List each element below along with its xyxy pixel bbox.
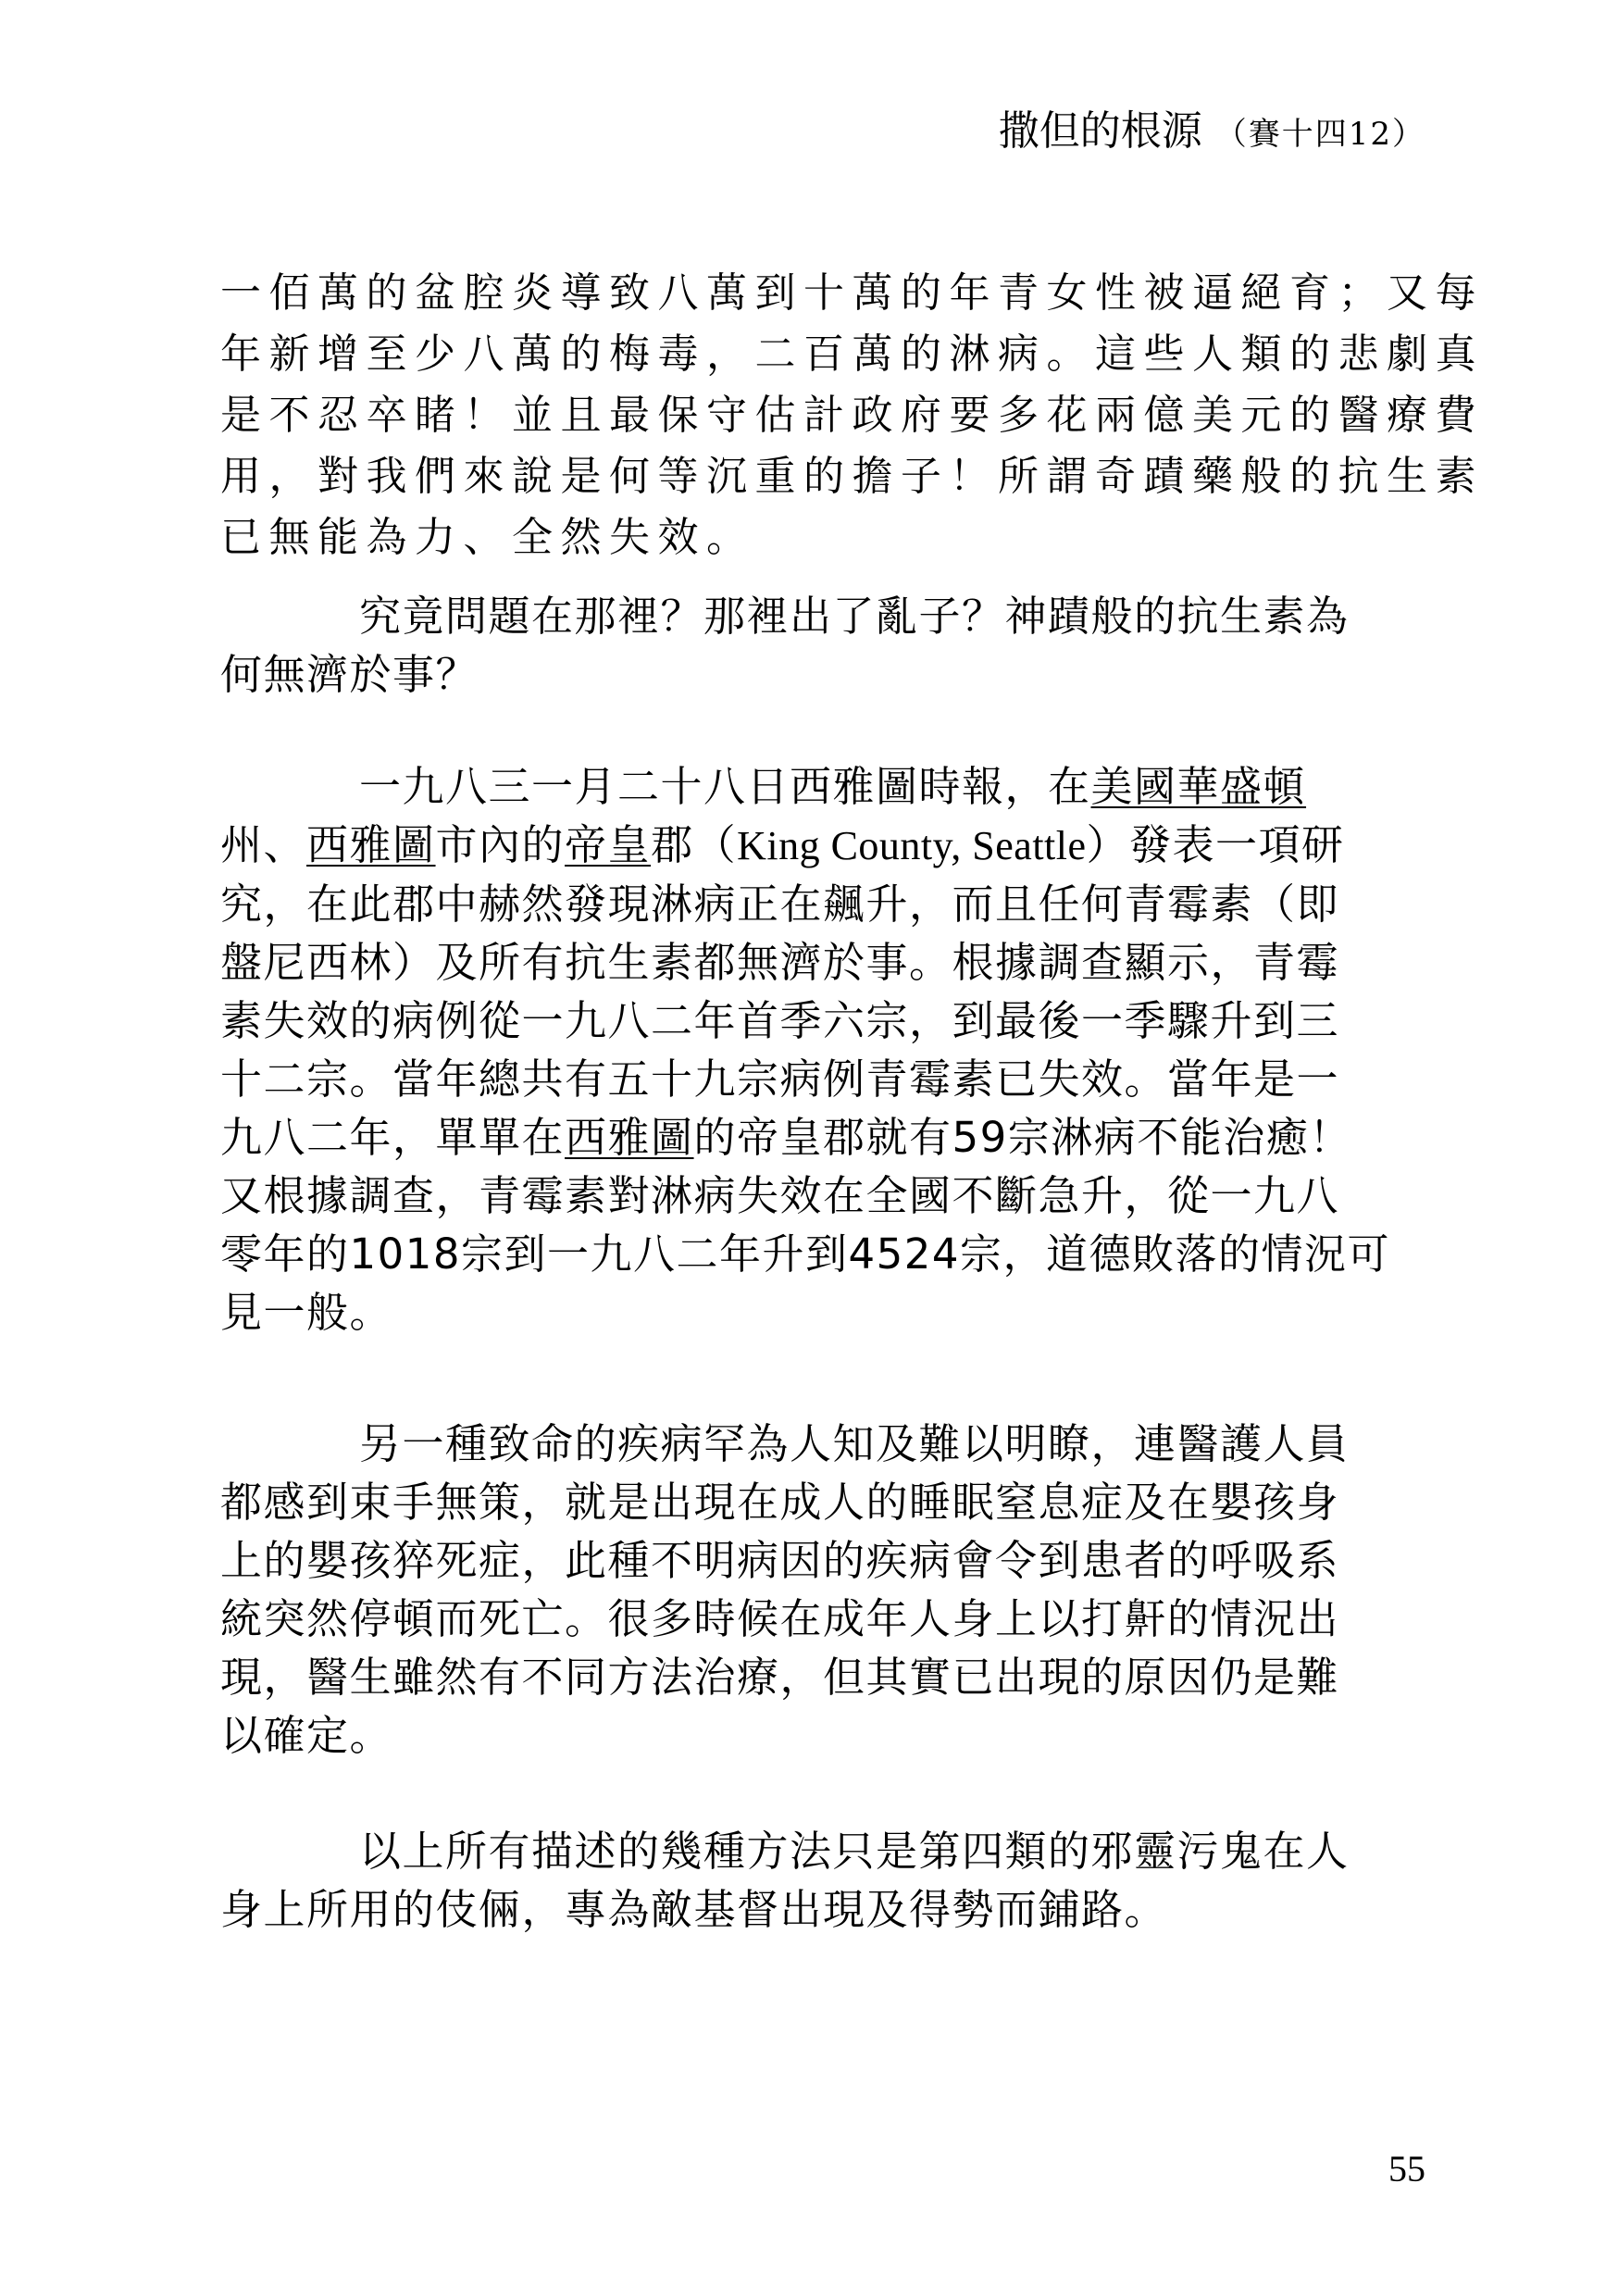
text-line: 九八二年，單單在西雅圖的帝皇郡就有59宗淋病不能治癒！ [220,1113,1352,1162]
text-line: 以確定。 [220,1711,393,1760]
text-line: 年新增至少八萬的梅毒，二百萬的淋病。這些人類的悲劇真 [220,331,1484,378]
paragraph-3 [220,757,1447,1341]
text-line: 已無能為力、全然失效。 [220,514,755,561]
text-line: 統突然停頓而死亡。很多時候在成年人身上以打鼾的情況出 [220,1594,1340,1643]
underlined-place-name: 西雅圖 [306,820,436,869]
text-line: 上的嬰孩猝死症，此種不明病因的疾病會令到患者的呼吸系 [220,1536,1340,1585]
text-line: 零年的1018宗到一九八二年升到4524宗，道德敗落的情況可 [220,1229,1391,1279]
running-header [926,104,1425,162]
text-line: 州、西雅圖市內的帝皇郡（King County, Seattle）發表一項研 [220,820,1345,869]
text-line: 另一種致命的疾病罕為人知及難以明瞭，連醫護人員 [359,1419,1350,1468]
text-line: 是不忍卒睹！並且最保守估計政府要多花兩億美元的醫療費 [220,392,1484,439]
text-line: 一九八三一月二十八日西雅圖時報，在美國華盛頓 [359,762,1307,811]
paragraph-4 [220,1415,1447,1765]
underlined-place-name: 帝皇 [565,820,652,869]
text-line: 用，對我們來說是何等沉重的擔子！所謂奇蹟藥般的抗生素 [220,453,1484,500]
header-title: 撒但的根源 [998,107,1202,155]
text-line: 見一般。 [220,1288,393,1337]
text-line: 究，在此郡中赫然發現淋病正在飆升，而且任何青霉素（即 [220,880,1340,929]
text-line: 素失效的病例從一九八二年首季六宗，到最後一季驟升到三 [220,996,1340,1045]
text-line: 何無濟於事？ [220,650,479,699]
paragraph-5 [220,1822,1447,1939]
underlined-place-name: 西雅圖 [565,1113,694,1162]
text-line: 十二宗。當年總共有五十九宗病例青霉素已失效。當年是一 [220,1054,1340,1104]
paragraph-2 [220,587,1447,704]
paragraph-1 [220,263,1484,568]
text-line: 究竟問題在那裡？那裡出了亂子？神蹟般的抗生素為 [359,592,1350,641]
text-line: 以上所有描述的幾種方法只是第四類的邪靈污鬼在人 [359,1827,1350,1876]
text-line: 又根據調查，青霉素對淋病失效在全國不斷急升，從一九八 [220,1171,1340,1220]
header-subtitle: （賽十四12） [1214,116,1425,153]
text-line: 盤尼西林）及所有抗生素都無濟於事。根據調查顯示，青霉 [220,938,1340,987]
text-line: 都感到束手無策，就是出現在成人的睡眠窒息症及在嬰孩身 [220,1478,1340,1527]
page-number: 55 [1388,2148,1425,2190]
text-line: 現，醫生雖然有不同方法治療，但其實已出現的原因仍是難 [220,1653,1340,1702]
underlined-place-name: 美國華盛頓 [1090,762,1307,811]
english-place-name: King County, Seattle [737,823,1087,868]
text-line: 身上所用的伎倆，專為敵基督出現及得勢而鋪路。 [220,1885,1168,1934]
text-line: 一佰萬的盆腔炎導致八萬到十萬的年青女性被逼絕育；又每 [220,269,1484,317]
